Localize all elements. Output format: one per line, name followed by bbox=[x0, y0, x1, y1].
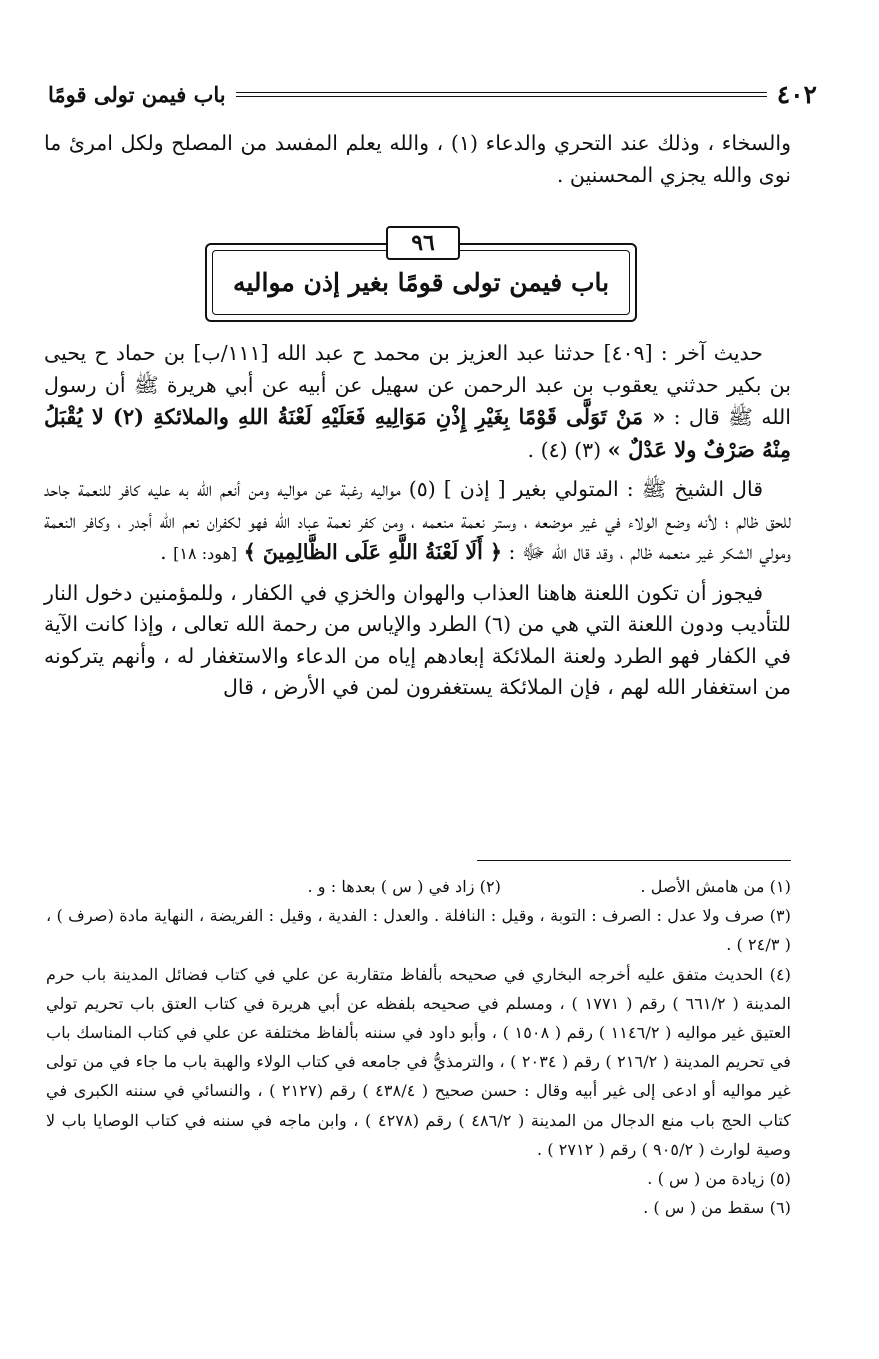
chapter-title: باب فيمن تولى قومًا بغير إذن مواليه bbox=[232, 268, 610, 297]
intro-text: والسخاء ، وذلك عند التحري والدعاء (١) ، والله يعلم المفسد من المصلح ولكل امرئ ما نوى والله يجزي المحسنين . bbox=[44, 131, 791, 187]
main-text bbox=[44, 338, 791, 712]
footnote-3: (٣) صرف ولا عدل : الصرف : التوبة ، وقيل : النافلة . والعدل : الفدية ، وقيل : الفريضة ، النهاية مادة (صرف ) ، ( ٢٤/٣ ) . bbox=[46, 906, 791, 955]
footnote-1: (١) من هامش الأصل . bbox=[640, 877, 791, 896]
header-double-rule bbox=[236, 92, 767, 97]
sura-reference: [هود: ١٨] bbox=[173, 544, 238, 563]
intro-paragraph bbox=[44, 128, 791, 191]
commentary-paragraph-1: قال الشيخ ﷺ : المتولي بغير [ إذن ] (٥) مواليه رغبة عن مواليه ومن أنعم الله به عليه كافر للنعمة جاحد للحق ظالم ؛ لأنه وضع الولاء في غير موضعه ، وستر نعمة منعمه ، ومن كفر نعمة عباد الله فهو لكفران نعم الله أجدر ، وكافر النعمة ومولي الشكر غير منعمه ظالم ، وقد قال الله ﷻ : ﴿ أَلَا لَعْنَةُ اللَّهِ عَلَى الظَّالِمِينَ ﴾ [هود: ١٨] . bbox=[44, 477, 791, 564]
footnote-2: (٢) زاد في ( س ) بعدها : و . bbox=[307, 877, 501, 896]
quran-verse: ﴿ أَلَا لَعْنَةُ اللَّهِ عَلَى الظَّالِمِينَ ﴾ bbox=[243, 540, 502, 564]
footnote-5: (٥) زيادة من ( س ) . bbox=[647, 1169, 791, 1189]
hadith-footnote-refs: (٣) (٤) . bbox=[527, 437, 602, 462]
running-header bbox=[48, 76, 817, 112]
footnote-4: (٤) الحديث متفق عليه أخرجه البخاري في صحيحه بألفاظ متقاربة عن علي في كتاب فضائل المدينة باب حرم المدينة ( ٦٦١/٢ ) رقم ( ١٧٧١ ) ، ومسلم في صحيحه بلفظه عن أبي هريرة في كتاب العتق باب تحريم تولي العتيق غير مواليه ( ١١٤٦/٢ ) رقم ( ١٥٠٨ ) ، وأبو داود في سننه بألفاظ مختلفة عن علي في كتاب المناسك باب في تحريم المدينة ( ٢١٦/٢ ) رقم ( ٢٠٣٤ ) ، والترمذيُّ في جامعه في كتاب الولاء والهبة باب ما جاء في من تولى غير مواليه أو ادعى إلى غير أبيه وقال : حسن صحيح ( ٤٣٨/٤ ) رقم (٢١٢٧ ) ، والنسائي في سننه الكبرى في كتاب الحج باب منع الدجال من المدينة ( ٤٨٦/٢ ) رقم (٤٢٧٨ ) ، وابن ماجه في سننه في كتاب الوصايا باب لا وصية لوارث ( ٩٠٥/٢ ) رقم ( ٢٧١٢ ) . bbox=[46, 964, 792, 1159]
running-title: باب فيمن تولى قومًا bbox=[48, 81, 226, 107]
hadith-isnad: حديث آخر : [٤٠٩] حدثنا عبد العزيز بن محمد ح عبد الله [١١١/ب] بن حماد ح يحيى بن بكير حدثني يعقوب بن عبد الرحمن عن سهيل عن أبيه عن أبي هريرة ﷺ أن رسول الله ﷺ قال : bbox=[44, 341, 791, 429]
chapter-number: ٩٦ bbox=[386, 226, 460, 260]
commentary-text-1: قال الشيخ ﷺ : المتولي بغير [ إذن ] (٥) مواليه رغبة عن مواليه ومن أنعم الله به عليه كافر للنعمة جاحد للحق ظالم ؛ لأنه وضع الولاء في غير موضعه ، وستر نعمة منعمه ، ومن كفر نعمة عباد الله فهو لكفران نعم الله أجدر ، وكافر النعمة ومولي الشكر غير منعمه ظالم ، وقد قال الله ﷻ : bbox=[44, 477, 791, 564]
footnotes bbox=[46, 872, 791, 1222]
footnote-6: (٦) سقط من ( س ) . bbox=[643, 1198, 791, 1218]
hadith-paragraph bbox=[44, 338, 791, 466]
chapter-heading-frame bbox=[205, 226, 637, 322]
hadith-matn: « مَنْ تَوَلَّى قَوْمًا بِغَيْرِ إِذْنِ مَوَالِيهِ فَعَلَيْهِ لَعْنَةُ اللهِ والملائكةِ (٢) لا يُقْبَلُ مِنْهُ صَرْفٌ ولا عَدْلٌ » bbox=[44, 404, 791, 462]
footnote-separator bbox=[477, 860, 791, 861]
page-number: ٤٠٢ bbox=[776, 79, 817, 109]
commentary-paragraph-2: فيجوز أن تكون اللعنة هاهنا العذاب والهوان والخزي في الكفار ، وللمؤمنين دخول النار للتأديب ودون اللعنة التي هي من (٦) الطرد والإياس من رحمة الله تعالى ، وإذا كانت الآية في الكفار فهو الطرد ولعنة الملائكة إبعادهم إياه من الدعاء والاستغفار له ، وأنهم يتركونه من استغفار الله لهم ، فإن الملائكة يستغفرون لمن في الأرض ، قال bbox=[44, 580, 791, 699]
footnote-row-1-2 bbox=[46, 872, 791, 901]
